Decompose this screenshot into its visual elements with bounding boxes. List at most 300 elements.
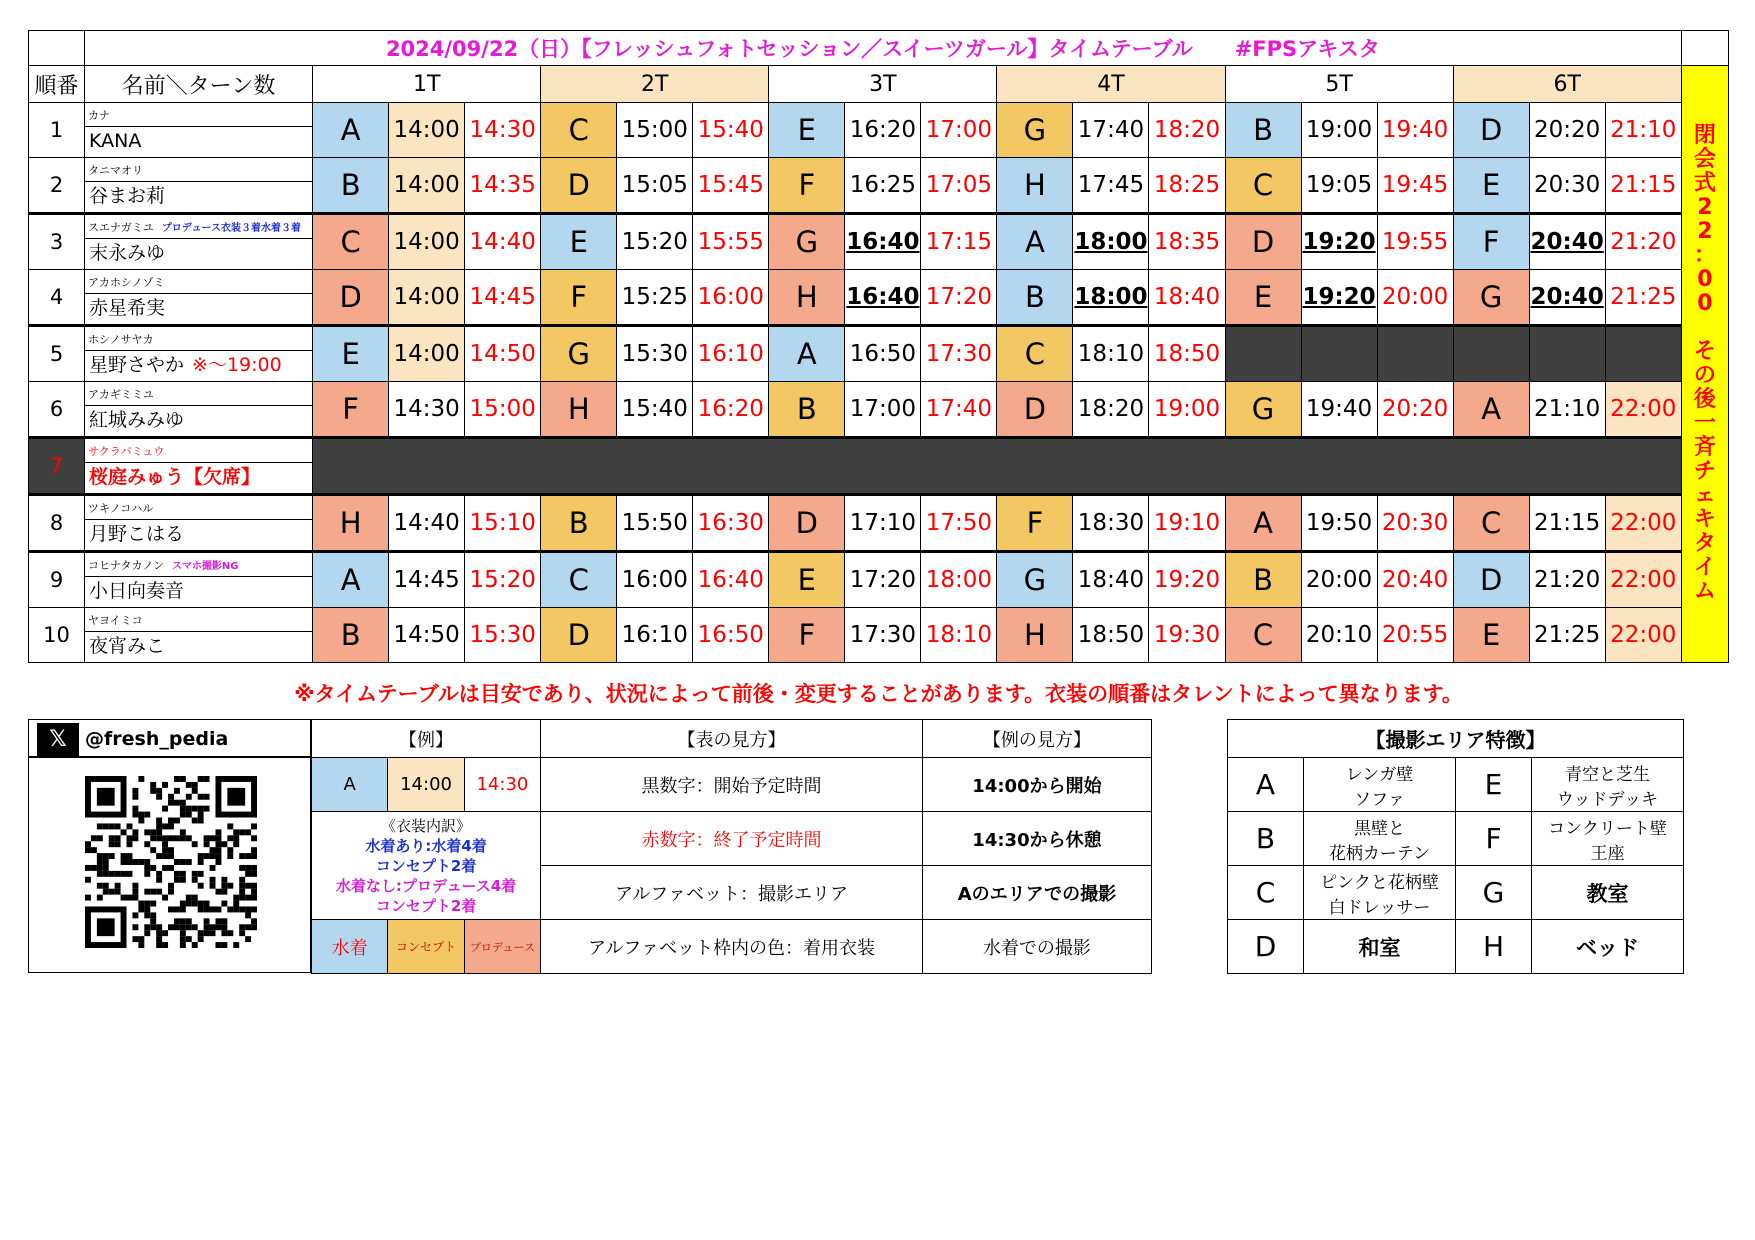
turn-start: 19:40 (1301, 382, 1377, 438)
side-char: ： (1693, 243, 1716, 268)
turn-end: 15:40 (693, 103, 769, 158)
turn-start: 18:30 (1073, 495, 1149, 552)
talent-kana (85, 442, 312, 463)
turn-end: 19:20 (1149, 552, 1225, 608)
turn-start: 15:00 (617, 103, 693, 158)
turn-area: C (1225, 608, 1301, 663)
talent-kana (85, 499, 312, 520)
turn-start: 14:40 (389, 495, 465, 552)
talent-kana (85, 556, 312, 577)
turn-area: G (997, 552, 1073, 608)
turn-area: D (1453, 552, 1529, 608)
talent-name-cell (85, 495, 313, 552)
turn-end: 21:20 (1605, 214, 1681, 270)
table-row (29, 495, 1729, 552)
turn-area: H (997, 608, 1073, 663)
turn-end: 16:50 (693, 608, 769, 663)
turn-header-3: 3T (769, 66, 997, 103)
talent-kana-text: ツキノコハル (88, 501, 154, 515)
side-char (1682, 316, 1728, 340)
turn-area: H (997, 158, 1073, 214)
turn-end (1377, 326, 1453, 382)
closing-ceremony-note (1681, 66, 1728, 663)
turn-end: 17:00 (921, 103, 997, 158)
talent-name: 末永みゆ (89, 241, 166, 264)
turn-end: 21:15 (1605, 158, 1681, 214)
turn-start: 20:20 (1529, 103, 1605, 158)
turn-end: 20:20 (1377, 382, 1453, 438)
talent-name-cell (85, 158, 313, 214)
turn-start: 17:10 (845, 495, 921, 552)
turn-start: 17:45 (1073, 158, 1149, 214)
turn-end: 18:25 (1149, 158, 1225, 214)
turn-end: 22:00 (1605, 382, 1681, 438)
turn-area: E (313, 326, 389, 382)
area-description: 青空と芝生 ウッドデッキ (1532, 758, 1684, 812)
title-blank-right (1681, 31, 1728, 66)
turn-end: 15:10 (465, 495, 541, 552)
turn-start: 15:40 (617, 382, 693, 438)
side-char: の (1693, 363, 1716, 388)
legend-how-3: アルファベット：撮影エリア (541, 866, 923, 920)
talent-kana-text: カナ (88, 108, 111, 122)
turn-end: 18:00 (921, 552, 997, 608)
area-letter: F (1456, 812, 1532, 866)
talent-kana-text: ヤヨイミコ (88, 613, 143, 627)
turn-end: 16:40 (693, 552, 769, 608)
turn-start: 15:20 (617, 214, 693, 270)
turn-end: 16:20 (693, 382, 769, 438)
talent-name: 谷まお莉 (89, 184, 166, 207)
talent-name-cell (85, 438, 313, 495)
turn-start: 15:50 (617, 495, 693, 552)
table-row (29, 270, 1729, 326)
turn-area: G (997, 103, 1073, 158)
table-row (29, 608, 1729, 663)
talent-name: 桜庭みゅう【欠席】 (89, 465, 261, 488)
swatch-produce: プロデュース (464, 920, 540, 974)
turn-area: H (769, 270, 845, 326)
talent-name-cell (85, 270, 313, 326)
turn-start: 19:05 (1301, 158, 1377, 214)
talent-kana-text: アカホシノゾミ (88, 275, 165, 289)
side-char: 0 (1697, 267, 1713, 292)
turn-end: 19:00 (1149, 382, 1225, 438)
turn-end: 19:45 (1377, 158, 1453, 214)
turn-area: E (1225, 270, 1301, 326)
turn-area: A (1225, 495, 1301, 552)
turn-area: C (313, 214, 389, 270)
talent-kana-text: タニマオリ (88, 163, 144, 177)
area-description: レンガ壁 ソファ (1304, 758, 1456, 812)
turn-end: 16:00 (693, 270, 769, 326)
legend-how-1: 黒数字：開始予定時間 (541, 758, 923, 812)
table-row (29, 326, 1729, 382)
turn-area: D (1453, 103, 1529, 158)
turn-start: 14:50 (389, 608, 465, 663)
turn-start: 16:20 (845, 103, 921, 158)
header-name: 名前＼ターン数 (85, 66, 313, 103)
turn-area: C (1225, 158, 1301, 214)
area-description: ピンクと花柄壁 白ドレッサー (1304, 866, 1456, 920)
side-char: 2 (1697, 219, 1713, 244)
turn-area: A (997, 214, 1073, 270)
turn-area: A (769, 326, 845, 382)
turn-end: 17:30 (921, 326, 997, 382)
absent-block (313, 438, 1682, 495)
turn-start: 18:10 (1073, 326, 1149, 382)
turn-area: D (541, 158, 617, 214)
turn-start: 14:00 (389, 270, 465, 326)
area-description: 和室 (1304, 920, 1456, 974)
talent-name-cell (85, 103, 313, 158)
turn-start: 21:15 (1529, 495, 1605, 552)
legend-example-area: A (312, 758, 388, 812)
turn-area: D (997, 382, 1073, 438)
turn-end: 21:10 (1605, 103, 1681, 158)
area-letter: C (1228, 866, 1304, 920)
turn-end: 15:20 (465, 552, 541, 608)
side-char: 閉 (1693, 123, 1716, 148)
side-char: そ (1693, 339, 1716, 364)
social-handle[interactable]: @fresh_pedia (85, 728, 229, 750)
turn-start: 17:30 (845, 608, 921, 663)
turn-end: 19:30 (1149, 608, 1225, 663)
side-char: 一 (1693, 411, 1716, 436)
talent-name: KANA (89, 129, 142, 152)
turn-start: 19:50 (1301, 495, 1377, 552)
title-blank (29, 31, 85, 66)
turn-end: 22:00 (1605, 608, 1681, 663)
turn-start: 17:40 (1073, 103, 1149, 158)
legend-how-4: アルファベット枠内の色：着用衣装 (541, 920, 923, 974)
legend-meaning-header: 【例の見方】 (922, 720, 1151, 758)
area-features-table (1227, 719, 1684, 974)
turn-start: 16:00 (617, 552, 693, 608)
turn-start: 15:25 (617, 270, 693, 326)
row-number: 4 (29, 270, 85, 326)
page-title: 2024/09/22（日）【フレッシュフォトセッション／スイーツガール】タイムテーブル #FPSアキスタ (85, 31, 1682, 66)
row-number: 1 (29, 103, 85, 158)
table-row (29, 158, 1729, 214)
talent-kana (85, 385, 312, 406)
social-handle-box[interactable] (28, 719, 311, 757)
turn-start: 18:00 (1073, 270, 1149, 326)
turn-header-4: 4T (997, 66, 1225, 103)
turn-area: B (1225, 103, 1301, 158)
turn-end: 15:00 (465, 382, 541, 438)
turn-end: 16:30 (693, 495, 769, 552)
talent-kana-text: ホシノサヤカ (88, 332, 154, 346)
side-char: ェ (1693, 483, 1716, 508)
turn-end: 21:25 (1605, 270, 1681, 326)
turn-start: 14:00 (389, 103, 465, 158)
legend-meaning-1: 14:00から開始 (922, 758, 1151, 812)
table-row (29, 382, 1729, 438)
turn-start: 21:25 (1529, 608, 1605, 663)
talent-name: 小日向奏音 (89, 579, 185, 602)
area-description: コンクリート壁 王座 (1532, 812, 1684, 866)
legend-meaning-2: 14:30から休憩 (922, 812, 1151, 866)
turn-area: F (1453, 214, 1529, 270)
turn-end: 22:00 (1605, 495, 1681, 552)
turn-end: 19:10 (1149, 495, 1225, 552)
legend-how-header: 【表の見方】 (541, 720, 923, 758)
talent-kana-text: スエナガミユ (88, 220, 154, 234)
legend-table (311, 719, 1152, 974)
qr-code-icon (85, 776, 257, 948)
turn-area: B (313, 608, 389, 663)
turn-start: 16:25 (845, 158, 921, 214)
side-char: タ (1693, 531, 1716, 556)
turn-start: 21:10 (1529, 382, 1605, 438)
turn-start: 18:50 (1073, 608, 1149, 663)
costume-breakdown (312, 812, 541, 920)
turn-area: E (769, 552, 845, 608)
legend-meaning-4: 水着での撮影 (922, 920, 1151, 974)
talent-kana-text: サクラバミュウ (88, 444, 165, 458)
turn-area: B (313, 158, 389, 214)
talent-note: プロデュース衣装３着水着３着 (161, 222, 301, 234)
side-char: キ (1693, 507, 1716, 532)
turn-end: 14:35 (465, 158, 541, 214)
timetable (28, 30, 1729, 663)
turn-end: 17:50 (921, 495, 997, 552)
turn-start: 20:00 (1301, 552, 1377, 608)
talent-name: 夜宵みこ (89, 634, 166, 657)
turn-area: A (313, 103, 389, 158)
turn-area: G (1225, 382, 1301, 438)
talent-kana (85, 611, 312, 632)
legend-example-start: 14:00 (388, 758, 464, 812)
turn-start: 17:00 (845, 382, 921, 438)
turn-start: 18:20 (1073, 382, 1149, 438)
notice-text: ※タイムテーブルは目安であり、状況によって前後・変更することがあります。衣装の順番はタレントによって異なります。 (294, 682, 1463, 706)
talent-kana (85, 106, 312, 127)
area-description: 教室 (1532, 866, 1684, 920)
turn-start: 16:10 (617, 608, 693, 663)
talent-kana-text: アカギミミユ (88, 387, 154, 401)
talent-name-cell (85, 214, 313, 270)
row-number: 10 (29, 608, 85, 663)
talent-name-cell (85, 608, 313, 663)
turn-start: 15:30 (617, 326, 693, 382)
side-char: 0 (1697, 291, 1713, 316)
turn-end: 20:30 (1377, 495, 1453, 552)
costume-title: 《衣装内訳》 (381, 816, 472, 835)
turn-end: 18:50 (1149, 326, 1225, 382)
talent-name-cell (85, 326, 313, 382)
turn-area: C (1453, 495, 1529, 552)
talent-note: スマホ撮影NG (172, 560, 239, 572)
turn-end: 18:20 (1149, 103, 1225, 158)
turn-end: 19:40 (1377, 103, 1453, 158)
turn-end: 18:40 (1149, 270, 1225, 326)
side-char: 会 (1693, 147, 1716, 172)
turn-end (1605, 326, 1681, 382)
turn-area: B (997, 270, 1073, 326)
turn-area: E (1453, 608, 1529, 663)
legend-example-end: 14:30 (464, 758, 540, 812)
turn-start: 14:00 (389, 326, 465, 382)
turn-area: B (769, 382, 845, 438)
area-letter: E (1456, 758, 1532, 812)
talent-kana (85, 218, 312, 239)
turn-start: 20:40 (1529, 270, 1605, 326)
turn-area: F (541, 270, 617, 326)
area-letter: A (1228, 758, 1304, 812)
turn-area (1453, 326, 1529, 382)
turn-header-2: 2T (541, 66, 769, 103)
turn-end: 14:30 (465, 103, 541, 158)
row-number: 3 (29, 214, 85, 270)
turn-area: H (541, 382, 617, 438)
turn-area: D (1225, 214, 1301, 270)
talent-kana (85, 161, 312, 182)
turn-area: H (313, 495, 389, 552)
turn-end: 16:10 (693, 326, 769, 382)
turn-area: C (997, 326, 1073, 382)
turn-start (1301, 326, 1377, 382)
x-logo-icon: 𝕏 (37, 723, 79, 757)
side-char: 2 (1697, 195, 1713, 220)
turn-area: B (541, 495, 617, 552)
turn-area: F (769, 608, 845, 663)
talent-kana (85, 330, 312, 351)
turn-end: 18:10 (921, 608, 997, 663)
side-char: 式 (1693, 171, 1716, 196)
turn-header-5: 5T (1225, 66, 1453, 103)
turn-start: 21:20 (1529, 552, 1605, 608)
turn-header-6: 6T (1453, 66, 1681, 103)
table-row (29, 552, 1729, 608)
side-char: 後 (1693, 387, 1716, 412)
area-features-header: 【撮影エリア特徴】 (1228, 720, 1684, 758)
turn-start: 16:50 (845, 326, 921, 382)
swatch-concept: コンセプト (388, 920, 464, 974)
talent-name: 月野こはる (89, 522, 185, 545)
turn-start: 14:30 (389, 382, 465, 438)
turn-area: C (541, 552, 617, 608)
turn-start: 20:30 (1529, 158, 1605, 214)
turn-area (1225, 326, 1301, 382)
turn-end: 14:40 (465, 214, 541, 270)
row-number: 8 (29, 495, 85, 552)
turn-end: 14:50 (465, 326, 541, 382)
turn-end: 17:20 (921, 270, 997, 326)
turn-end: 15:45 (693, 158, 769, 214)
header-order: 順番 (29, 66, 85, 103)
turn-end: 17:40 (921, 382, 997, 438)
turn-area: E (1453, 158, 1529, 214)
qr-code-box (28, 757, 311, 973)
turn-end: 18:35 (1149, 214, 1225, 270)
turn-end: 20:55 (1377, 608, 1453, 663)
turn-area: E (769, 103, 845, 158)
turn-header-1: 1T (313, 66, 541, 103)
row-number: 2 (29, 158, 85, 214)
turn-area: D (769, 495, 845, 552)
turn-area: B (1225, 552, 1301, 608)
costume-swim: 水着あり:水着4着 コンセプト2着 (365, 836, 487, 875)
turn-start: 14:45 (389, 552, 465, 608)
turn-start: 14:00 (389, 158, 465, 214)
turn-start: 19:20 (1301, 270, 1377, 326)
swatch-swim: 水着 (312, 920, 388, 974)
row-number: 6 (29, 382, 85, 438)
turn-area: F (997, 495, 1073, 552)
talent-name: 紅城みみゆ (89, 408, 185, 431)
turn-start: 20:40 (1529, 214, 1605, 270)
turn-end: 20:00 (1377, 270, 1453, 326)
talent-name-note: ※～19:00 (192, 353, 282, 376)
turn-area: A (1453, 382, 1529, 438)
turn-start: 18:40 (1073, 552, 1149, 608)
costume-noswim: 水着なし:プロデュース4着 コンセプト2着 (335, 876, 517, 915)
turn-area: G (541, 326, 617, 382)
turn-start (1529, 326, 1605, 382)
turn-start: 19:00 (1301, 103, 1377, 158)
area-letter: G (1456, 866, 1532, 920)
table-row (29, 438, 1729, 495)
area-letter: B (1228, 812, 1304, 866)
turn-end: 22:00 (1605, 552, 1681, 608)
turn-start: 18:00 (1073, 214, 1149, 270)
area-letter: D (1228, 920, 1304, 974)
legend-example-header: 【例】 (312, 720, 541, 758)
area-letter: H (1456, 920, 1532, 974)
turn-end: 17:05 (921, 158, 997, 214)
turn-area: F (313, 382, 389, 438)
table-row (29, 103, 1729, 158)
turn-start: 14:00 (389, 214, 465, 270)
side-char: ム (1693, 579, 1716, 604)
talent-name-cell (85, 382, 313, 438)
talent-name-cell (85, 552, 313, 608)
turn-start: 16:40 (845, 270, 921, 326)
turn-area: G (1453, 270, 1529, 326)
turn-start: 20:10 (1301, 608, 1377, 663)
turn-area: E (541, 214, 617, 270)
row-number: 7 (29, 438, 85, 495)
side-char: 斉 (1693, 435, 1716, 460)
turn-start: 15:05 (617, 158, 693, 214)
row-number: 5 (29, 326, 85, 382)
turn-end: 14:45 (465, 270, 541, 326)
talent-name: 赤星希実 (89, 296, 166, 319)
turn-start: 16:40 (845, 214, 921, 270)
turn-area: C (541, 103, 617, 158)
table-row (29, 214, 1729, 270)
legend-meaning-3: Aのエリアでの撮影 (922, 866, 1151, 920)
turn-end: 19:55 (1377, 214, 1453, 270)
turn-area: A (313, 552, 389, 608)
side-char: イ (1693, 555, 1716, 580)
area-description: ベッド (1532, 920, 1684, 974)
turn-area: D (313, 270, 389, 326)
side-char: チ (1693, 459, 1716, 484)
turn-end: 15:55 (693, 214, 769, 270)
area-description: 黒壁と 花柄カーテン (1304, 812, 1456, 866)
turn-end: 20:40 (1377, 552, 1453, 608)
turn-area: D (541, 608, 617, 663)
turn-end: 17:15 (921, 214, 997, 270)
talent-kana-text: コヒナタカノン (88, 558, 165, 572)
turn-area: F (769, 158, 845, 214)
talent-kana (85, 273, 312, 294)
turn-end: 15:30 (465, 608, 541, 663)
turn-area: G (769, 214, 845, 270)
